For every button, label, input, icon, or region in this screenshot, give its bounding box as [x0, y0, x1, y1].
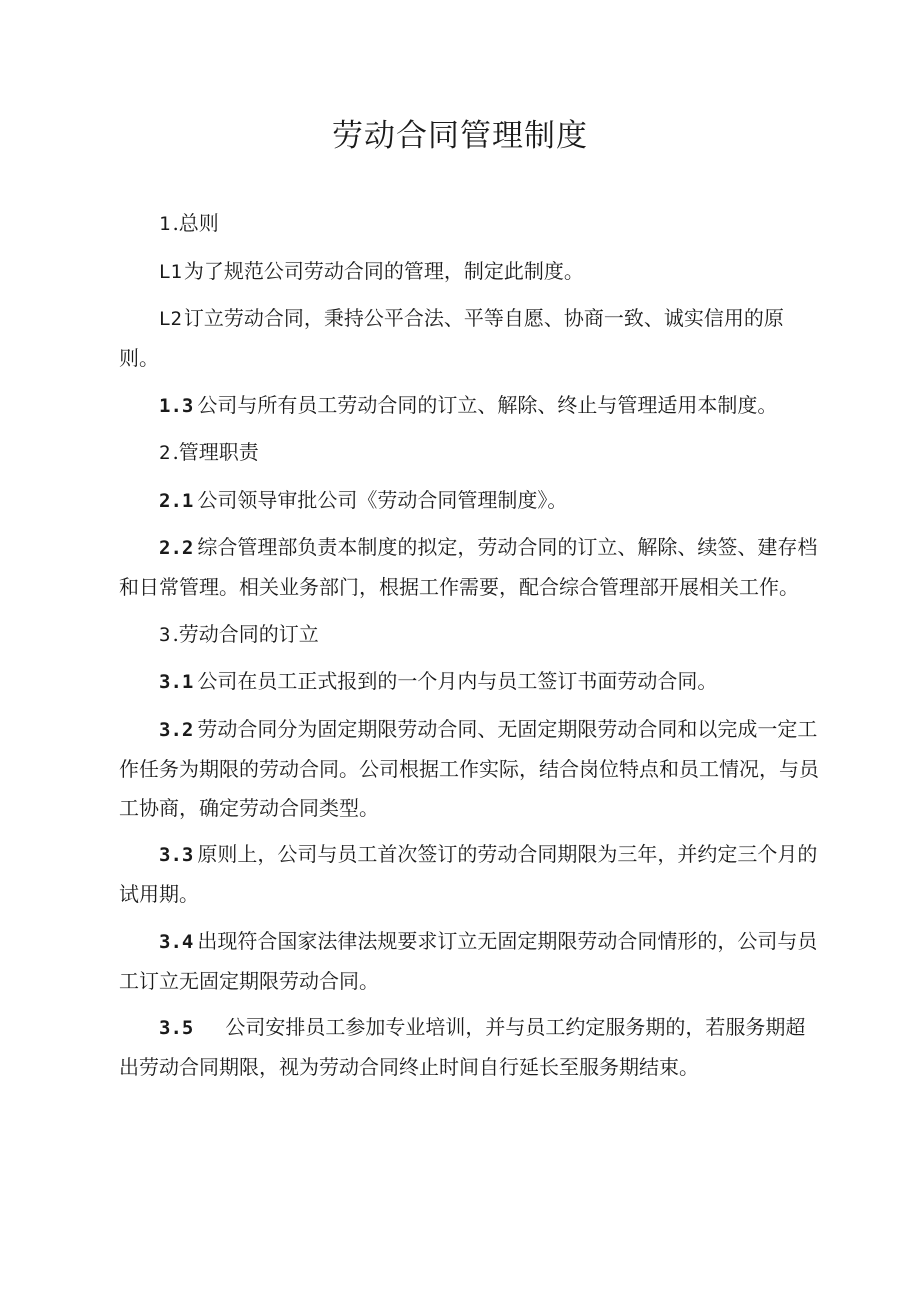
clause-number: 3.3 [159, 844, 194, 866]
section-text: .劳动合同的订立 [172, 621, 319, 646]
clause-number: 3.5 [159, 1017, 194, 1039]
clause-number: L2 [159, 308, 182, 330]
clause-text: 公司与所有员工劳动合同的订立、解除、终止与管理适用本制度。 [197, 392, 778, 417]
clause-number: 3.2 [159, 718, 194, 741]
section-text: .管理职责 [172, 440, 259, 464]
document-body [119, 204, 819, 1095]
clause-1-2 [119, 299, 819, 378]
clause-text: 出现符合国家法律法规要求订立无固定期限劳动合同情形的，公司与员工订立无固定期限劳动合同。 [119, 928, 818, 993]
clause-text: 公司领导审批公司《劳动合同管理制度》。 [197, 487, 568, 512]
clause-3-2 [119, 710, 819, 828]
clause-number: 1.3 [159, 394, 194, 417]
clause-number: L1 [159, 260, 182, 283]
section-number: 1 [159, 213, 171, 235]
clause-number: 2.2 [159, 537, 194, 559]
clause-text: 为了规范公司劳动合同的管理，制定此制度。 [183, 258, 584, 283]
clause-number: 3.1 [159, 671, 194, 693]
section-number: 2 [159, 442, 171, 464]
clause-1-3 [119, 386, 819, 426]
clause-1-1 [119, 252, 819, 292]
section-heading-3 [119, 615, 819, 655]
clause-text: 公司安排员工参加专业培训，并与员工约定服务期的，若服务期超出劳动合同期限，视为劳动合同终止时间自行延长至服务期结束。 [119, 1015, 806, 1079]
clause-2-2 [119, 528, 819, 607]
clause-3-1 [119, 662, 819, 702]
clause-2-1 [119, 481, 819, 521]
clause-text: 综合管理部负责本制度的拟定，劳动合同的订立、解除、续签、建存档和日常管理。相关业务部门，根据工作需要，配合综合管理部开展相关工作。 [119, 535, 818, 599]
clause-number: 2.1 [159, 489, 194, 512]
clause-3-3 [119, 835, 819, 914]
section-heading-1 [119, 204, 819, 244]
clause-text: 公司在员工正式报到的一个月内与员工签订书面劳动合同。 [197, 669, 718, 693]
clause-3-4 [119, 922, 819, 1001]
clause-text: 原则上，公司与员工首次签订的劳动合同期限为三年，并约定三个月的试用期。 [119, 842, 818, 906]
clause-number: 3.4 [159, 930, 194, 953]
clause-text: 订立劳动合同，秉持公平合法、平等自愿、协商一致、诚实信用的原则。 [119, 306, 784, 370]
document-title: 劳动合同管理制度 [332, 118, 588, 154]
section-text: .总则 [172, 211, 219, 235]
clause-3-5 [119, 1008, 819, 1087]
clause-text: 劳动合同分为固定期限劳动合同、无固定期限劳动合同和以完成一定工作任务为期限的劳动合同。公司根据工作实际，结合岗位特点和员工情况，与员工协商，确定劳动合同类型。 [119, 716, 819, 820]
section-number: 3 [159, 623, 171, 646]
section-heading-2 [119, 433, 819, 473]
